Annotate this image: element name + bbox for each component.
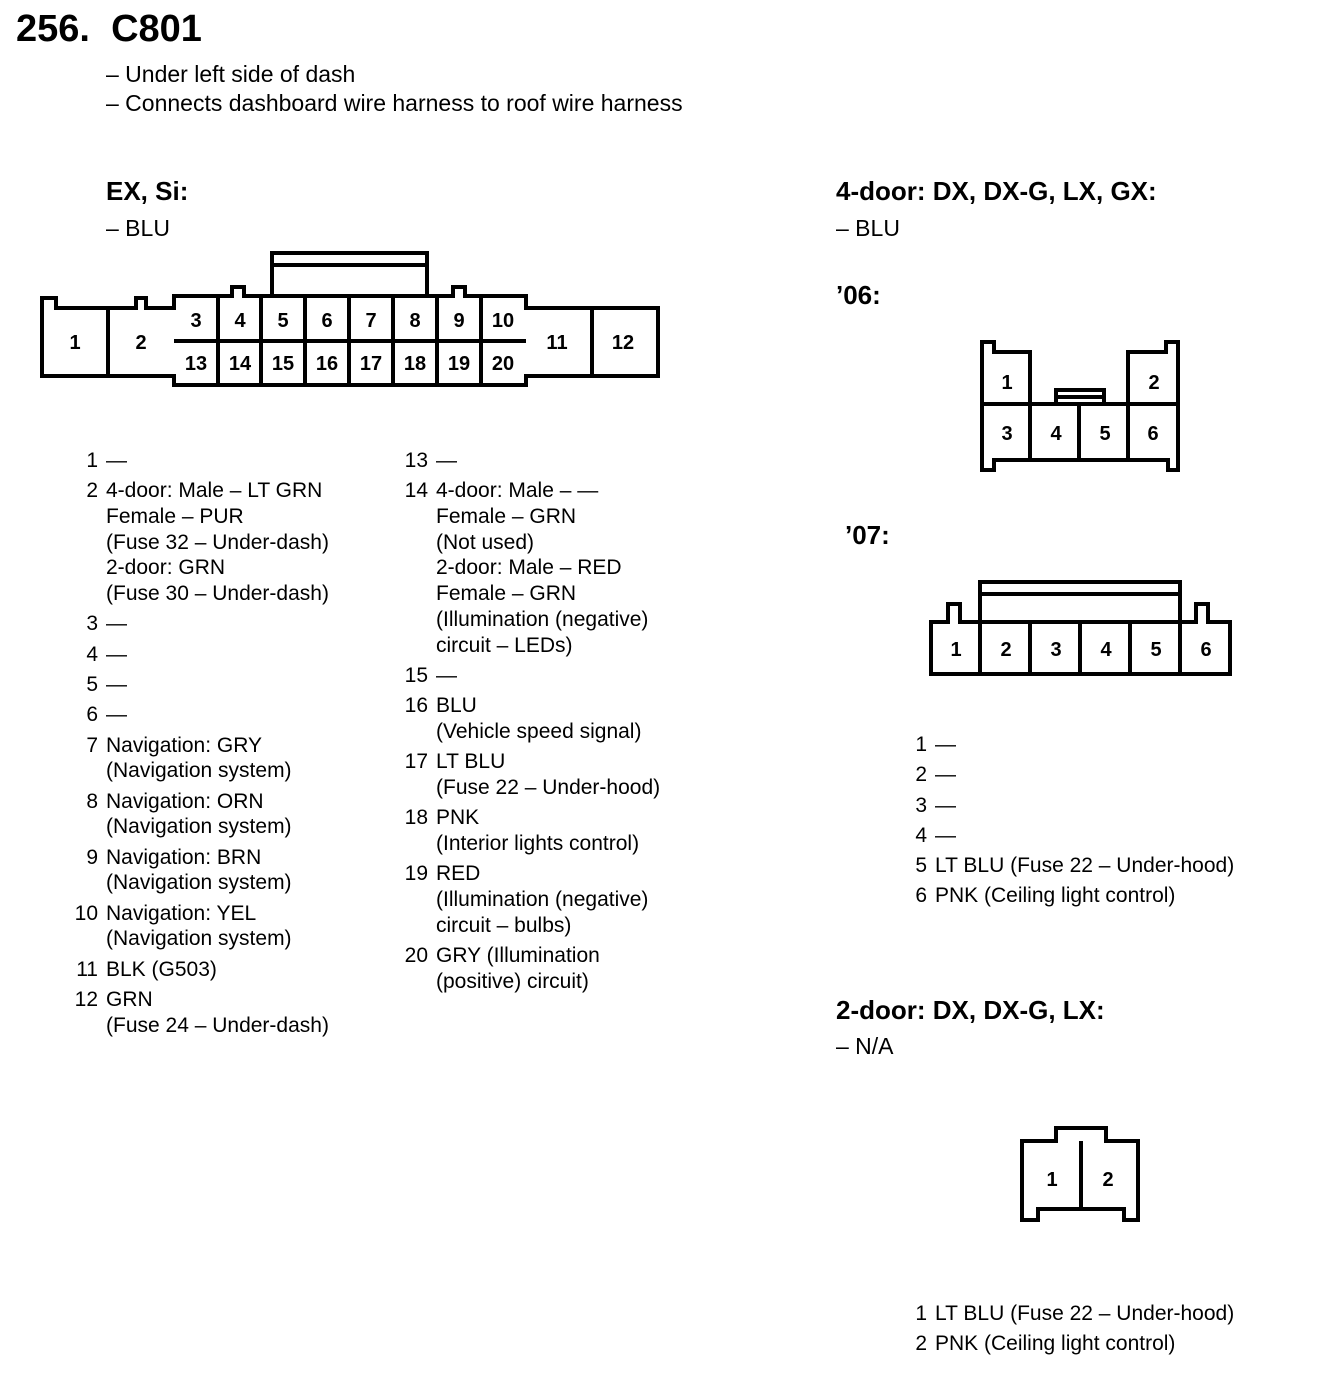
- c07-pin-3: 3: [1050, 639, 1062, 661]
- pin-description-row: [64, 672, 329, 698]
- c06-pin-2: 2: [1148, 372, 1160, 394]
- four-door-heading: 4-door: DX, DX-G, LX, GX:: [836, 176, 1157, 206]
- pin-description-line: (Not used): [436, 530, 535, 554]
- ex-si-pin-15: 15: [271, 353, 295, 375]
- two-door-connector-diagram: [1000, 1110, 1160, 1230]
- pin-description-row: [64, 702, 329, 728]
- pin-number: 6: [915, 884, 927, 908]
- pin-description-line: RED: [436, 862, 481, 886]
- pin-description-row: [64, 845, 329, 896]
- ex-si-pin-20: 20: [491, 353, 515, 375]
- ex-si-pin-3: 3: [190, 310, 202, 332]
- year-07-label: ’07:: [845, 520, 890, 550]
- pin-number: 10: [74, 901, 98, 925]
- pin-description-line: (Fuse 24 – Under-dash): [106, 1013, 329, 1037]
- connector-06-diagram: [960, 330, 1200, 480]
- pin-number: 5: [915, 854, 927, 878]
- pin-description-line: (Illumination (negative): [436, 887, 649, 911]
- ex-si-pin-list-left: [64, 448, 329, 1043]
- pin-number: 17: [404, 750, 428, 774]
- page-title: 256. C801: [16, 8, 202, 50]
- ex-si-heading: EX, Si:: [106, 176, 189, 206]
- pin-description-line: LT BLU (Fuse 22 – Under-hood): [935, 854, 1235, 878]
- pin-description-line: GRY (Illumination: [436, 943, 600, 967]
- pin-description-line: GRN: [106, 987, 153, 1011]
- ex-si-pin-10: 10: [491, 310, 515, 332]
- pin-description-line: (Navigation system): [106, 815, 292, 839]
- pin-description-row: [64, 901, 329, 952]
- ex-si-pin-18: 18: [403, 353, 427, 375]
- c06-pin-6: 6: [1147, 423, 1159, 445]
- pin-description-line: Navigation: BRN: [106, 845, 262, 869]
- pin-description-line: 4-door: Male – —: [436, 479, 599, 503]
- pin-description-row: [64, 957, 329, 983]
- ex-si-pin-13: 13: [184, 353, 208, 375]
- four-door-pin-list: [893, 732, 1234, 914]
- harness-note: – Connects dashboard wire harness to roof wire harness: [106, 90, 683, 116]
- pin-description-line: 2-door: Male – RED: [436, 556, 622, 580]
- pin-description-line: Navigation: ORN: [106, 789, 264, 813]
- ex-si-pin-19: 19: [447, 353, 471, 375]
- pin-description-row: [893, 793, 1234, 819]
- pin-number: 11: [76, 957, 98, 981]
- ex-si-pin-8: 8: [409, 310, 421, 332]
- pin-description-line: 4-door: Male – LT GRN: [106, 479, 323, 503]
- ex-si-connector-diagram: [0, 0, 700, 400]
- c07-pin-6: 6: [1200, 639, 1212, 661]
- pin-number: 18: [404, 806, 428, 830]
- pin-number: 20: [404, 943, 428, 967]
- pin-description-line: (Fuse 22 – Under-hood): [436, 775, 661, 799]
- pin-description-line: —: [935, 763, 956, 787]
- pin-description-line: (Fuse 32 – Under-dash): [106, 530, 329, 554]
- pin-number: 7: [86, 733, 98, 757]
- pin-description-line: PNK (Ceiling light control): [935, 1332, 1176, 1356]
- pin-number: 15: [404, 663, 428, 687]
- four-door-color: – BLU: [836, 215, 900, 241]
- pin-description-row: [394, 448, 660, 474]
- pin-description-row: [893, 883, 1234, 909]
- pin-number: 19: [404, 862, 428, 886]
- c06-pin-5: 5: [1099, 423, 1111, 445]
- year-06-label: ’06:: [836, 280, 881, 310]
- ex-si-pin-1: 1: [69, 332, 81, 354]
- ex-si-pin-16: 16: [315, 353, 339, 375]
- c2door-pin-1: 1: [1046, 1169, 1058, 1191]
- c07-pin-4: 4: [1100, 639, 1112, 661]
- c07-pin-2: 2: [1000, 639, 1012, 661]
- pin-description-row: [64, 733, 329, 784]
- two-door-color: – N/A: [836, 1033, 894, 1059]
- ex-si-pin-4: 4: [234, 310, 246, 332]
- pin-description-line: Female – PUR: [106, 505, 244, 528]
- ex-si-pin-14: 14: [228, 353, 252, 375]
- pin-description-row: [64, 987, 329, 1038]
- pin-description-line: BLK (G503): [106, 957, 217, 981]
- pin-number: 12: [74, 987, 98, 1011]
- pin-number: 6: [86, 703, 98, 727]
- two-door-heading: 2-door: DX, DX-G, LX:: [836, 995, 1105, 1025]
- pin-description-line: (Illumination (negative): [436, 607, 649, 631]
- pin-number: 3: [915, 793, 927, 817]
- ex-si-pin-2: 2: [135, 332, 147, 354]
- pin-number: 8: [86, 789, 98, 813]
- pin-description-row: [394, 749, 660, 800]
- pin-description-line: (Fuse 30 – Under-dash): [106, 582, 329, 606]
- pin-description-line: —: [935, 733, 956, 756]
- ex-si-pin-5: 5: [277, 310, 289, 332]
- pin-number: 2: [915, 763, 927, 787]
- pin-number: 9: [86, 845, 98, 869]
- location-note: – Under left side of dash: [106, 61, 356, 87]
- ex-si-pin-6: 6: [321, 310, 333, 332]
- pin-description-row: [394, 861, 660, 938]
- pin-number: 16: [404, 694, 428, 718]
- c07-pin-5: 5: [1150, 639, 1162, 661]
- pin-description-row: [64, 448, 329, 474]
- pin-description-line: —: [935, 823, 956, 847]
- pin-number: 1: [86, 449, 98, 472]
- ex-si-pin-12: 12: [611, 332, 635, 354]
- ex-si-color: – BLU: [106, 215, 170, 241]
- c06-pin-3: 3: [1001, 423, 1013, 445]
- pin-description-line: (positive) circuit): [436, 969, 589, 993]
- pin-description-line: 2-door: GRN: [106, 556, 226, 580]
- ex-si-pin-9: 9: [453, 310, 465, 332]
- pin-number: 4: [86, 642, 98, 666]
- ex-si-pin-11: 11: [546, 332, 568, 354]
- pin-description-line: circuit – bulbs): [436, 913, 572, 937]
- pin-number: 1: [915, 733, 927, 756]
- pin-description-line: —: [436, 663, 457, 687]
- pin-description-line: (Vehicle speed signal): [436, 719, 642, 743]
- connector-07-diagram: [920, 570, 1240, 685]
- pin-description-line: Female – GRN: [436, 582, 577, 606]
- pin-description-line: (Navigation system): [106, 871, 292, 895]
- ex-si-pin-list-right: [394, 448, 660, 999]
- pin-number: 14: [404, 479, 428, 503]
- pin-description-line: Navigation: GRY: [106, 733, 263, 757]
- pin-number: 5: [86, 673, 98, 696]
- pin-description-row: [394, 478, 660, 658]
- c06-pin-4: 4: [1050, 423, 1062, 445]
- pin-description-line: LT BLU (Fuse 22 – Under-hood): [935, 1302, 1235, 1325]
- ex-si-pin-17: 17: [359, 353, 383, 375]
- pin-description-line: PNK: [436, 806, 480, 830]
- pin-description-line: —: [106, 449, 127, 472]
- pin-description-row: [64, 642, 329, 668]
- c06-pin-1: 1: [1001, 372, 1013, 394]
- pin-description-line: PNK (Ceiling light control): [935, 884, 1176, 908]
- pin-description-row: [893, 732, 1234, 758]
- pin-description-line: (Navigation system): [106, 759, 292, 783]
- pin-description-row: [64, 789, 329, 840]
- pin-description-row: [64, 478, 329, 607]
- pin-description-line: —: [436, 449, 457, 472]
- pin-number: 2: [915, 1332, 927, 1356]
- pin-description-line: LT BLU: [436, 750, 506, 774]
- c07-pin-1: 1: [950, 639, 962, 661]
- pin-number: 4: [915, 823, 927, 847]
- pin-number: 13: [404, 449, 428, 472]
- pin-description-line: (Navigation system): [106, 927, 292, 951]
- pin-description-row: [893, 853, 1234, 879]
- pin-description-line: —: [106, 642, 127, 666]
- pin-description-line: Female – GRN: [436, 505, 577, 528]
- pin-description-line: (Interior lights control): [436, 831, 640, 855]
- pin-description-line: —: [106, 612, 127, 636]
- pin-description-row: [893, 1301, 1234, 1327]
- pin-description-row: [394, 663, 660, 689]
- ex-si-pin-7: 7: [365, 310, 377, 332]
- pin-description-line: Navigation: YEL: [106, 901, 257, 925]
- pin-description-row: [893, 823, 1234, 849]
- pin-number: 1: [915, 1302, 927, 1325]
- pin-description-line: BLU: [436, 694, 477, 718]
- pin-description-row: [394, 805, 660, 856]
- pin-description-line: circuit – LEDs): [436, 633, 573, 657]
- pin-description-row: [893, 762, 1234, 788]
- pin-number: 3: [86, 612, 98, 636]
- pin-description-row: [893, 1331, 1234, 1357]
- pin-description-row: [394, 693, 660, 744]
- pin-number: 2: [86, 479, 98, 503]
- c2door-pin-2: 2: [1102, 1169, 1114, 1191]
- pin-description-line: —: [935, 793, 956, 817]
- pin-description-line: —: [106, 673, 127, 696]
- two-door-pin-list: [893, 1301, 1234, 1362]
- pin-description-row: [64, 611, 329, 637]
- pin-description-line: —: [106, 703, 127, 727]
- pin-description-row: [394, 943, 660, 994]
